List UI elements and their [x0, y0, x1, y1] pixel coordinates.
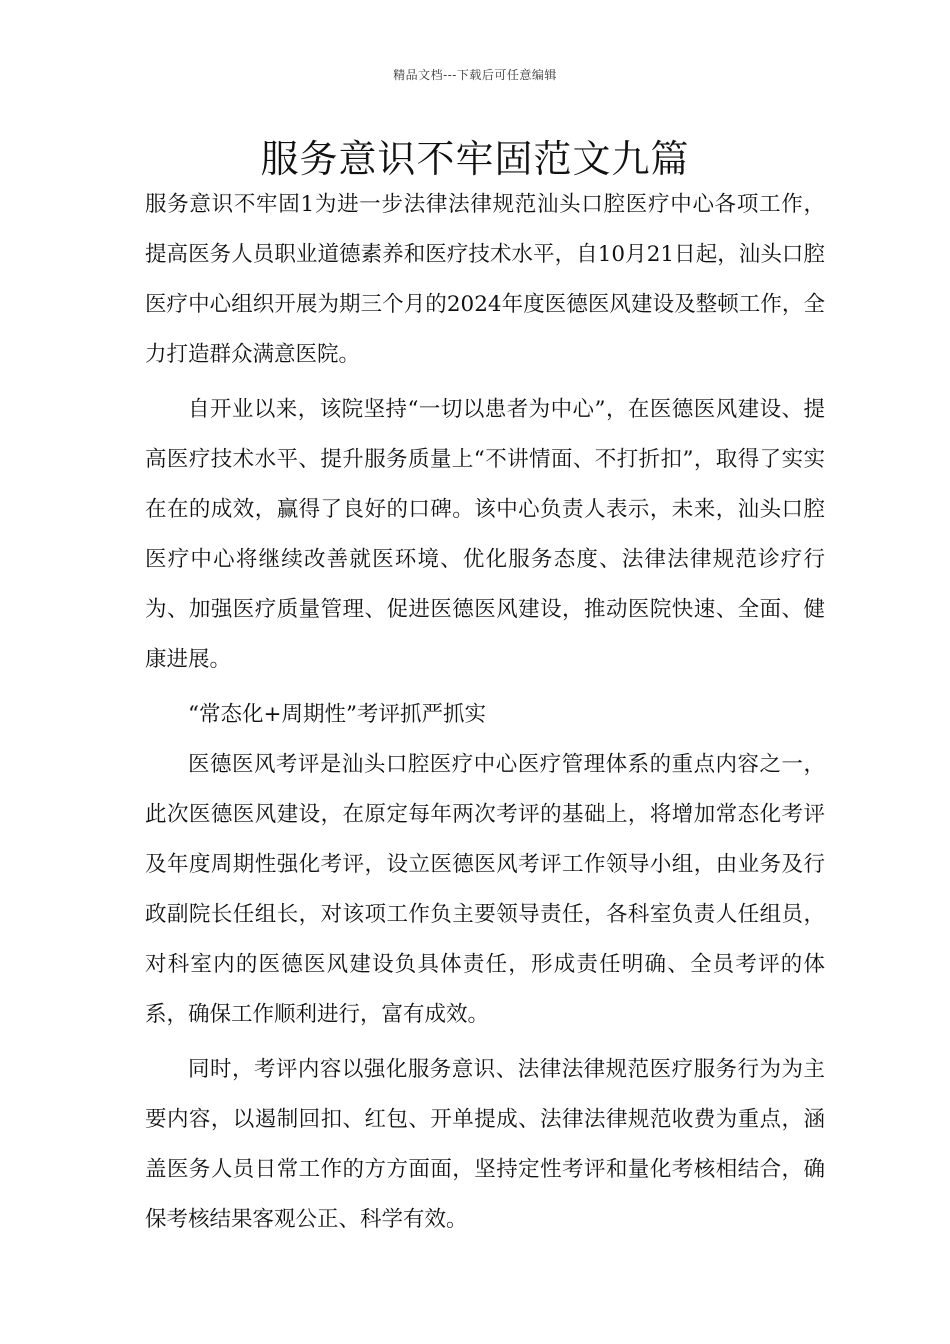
section-subheading: “常态化+周期性”考评抓严抓实 [188, 702, 486, 727]
header-note: 精品文档---下载后可任意编辑 [393, 68, 557, 82]
paragraph-1: 服务意识不牢固1为进一步法律法律规范汕头口腔医疗中心各项工作，提高医务人员职业道德素养和医疗技术水平，自10月21日起，汕头口腔医疗中心组织开展为期三个月的2024年度医德医风建设及整顿工作，全力打造群众满意医院。 [145, 192, 825, 367]
paragraph-3: 医德医风考评是汕头口腔医疗中心医疗管理体系的重点内容之一，此次医德医风建设，在原定每年两次考评的基础上，将增加常态化考评及年度周期性强化考评，设立医德医风考评工作领导小组，由业务及行政副院长任组长，对该项工作负主要领导责任，各科室负责人任组员，对科室内的医德医风建设负具体责任，形成责任明确、全员考评的体系，确保工作顺利进行，富有成效。 [145, 752, 825, 1027]
paragraph-2: 自开业以来，该院坚持“一切以患者为中心”，在医德医风建设、提高医疗技术水平、提升服务质量上“不讲情面、不打折扣”，取得了实实在在的成效，赢得了良好的口碑。该中心负责人表示，未来，汕头口腔医疗中心将继续改善就医环境、优化服务态度、法律法律规范诊疗行为、加强医疗质量管理、促进医德医风建设，推动医院快速、全面、健康进展。 [145, 397, 825, 672]
paragraph-4: 同时，考评内容以强化服务意识、法律法律规范医疗服务行为为主要内容，以遏制回扣、红包、开单提成、法律法律规范收费为重点，涵盖医务人员日常工作的方方面面，坚持定性考评和量化考核相结合，确保考核结果客观公正、科学有效。 [145, 1057, 825, 1232]
document-title: 服务意识不牢固范文九篇 [260, 137, 690, 181]
document-body [145, 180, 825, 1250]
